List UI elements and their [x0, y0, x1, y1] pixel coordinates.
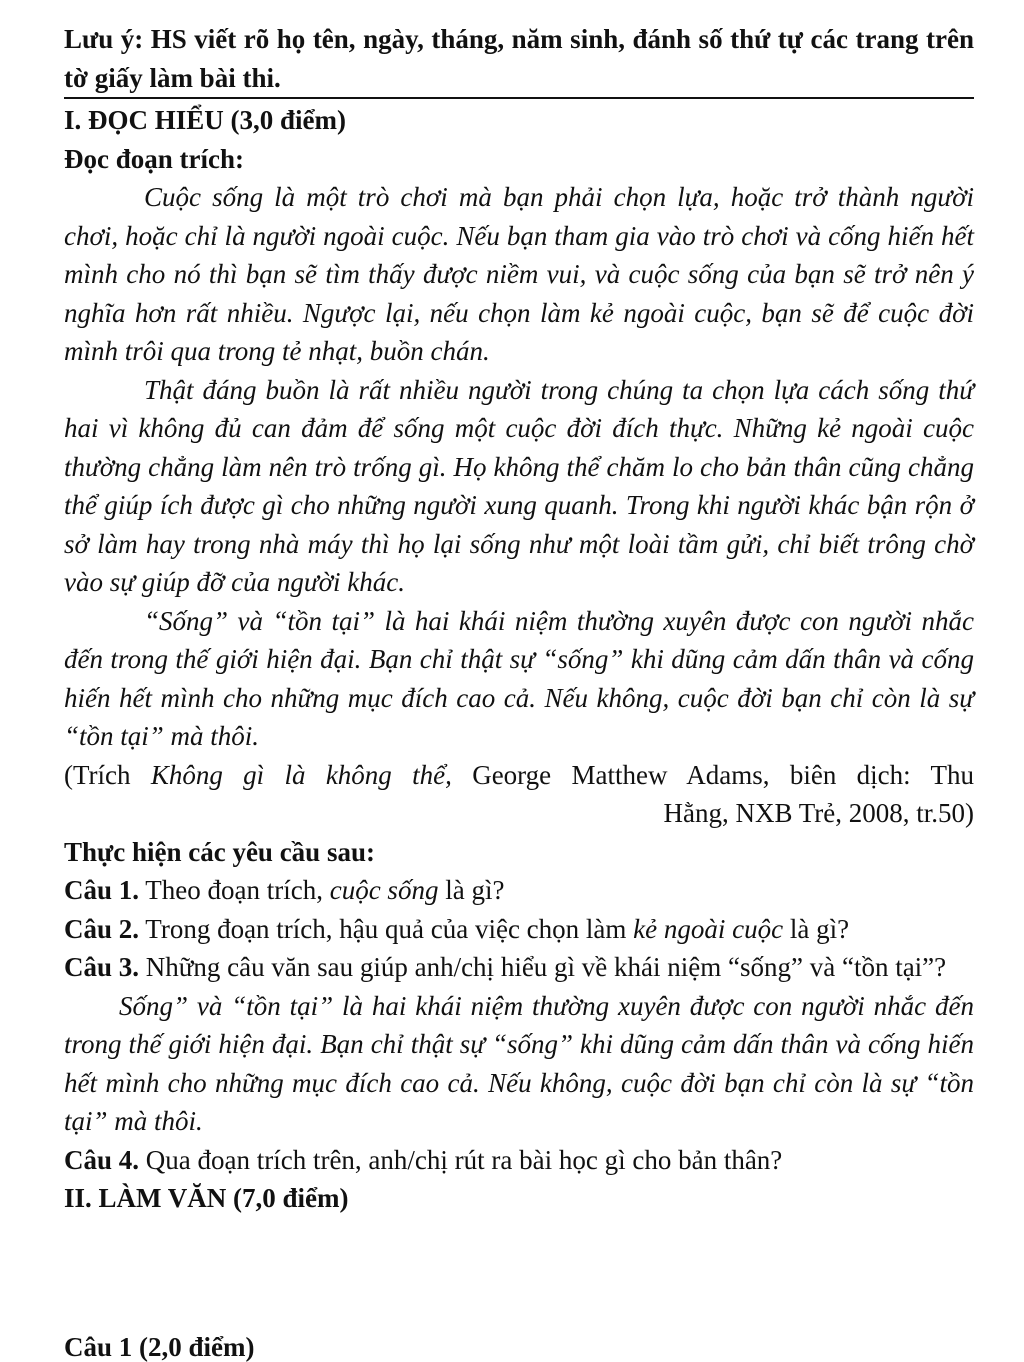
- passage-paragraph-3: “Sống” và “tồn tại” là hai khái niệm thường xuyên được con người nhắc đến trong thế giới hiện đại. Bạn chỉ thật sự “sống” khi dũng cảm dấn thân và cống hiến hết mình cho những mục đích cao cả. Nếu không, cuộc đời bạn chỉ còn là sự “tồn tại” mà thôi.: [64, 605, 974, 751]
- question-2-text-b: là gì?: [783, 913, 850, 944]
- question-1-label: Câu 1.: [64, 875, 140, 905]
- question-1-text-a: Theo đoạn trích,: [139, 875, 330, 905]
- source-line-2: Hằng, NXB Trẻ, 2008, tr.50): [663, 798, 974, 828]
- question-1-em: cuộc sống: [329, 875, 439, 905]
- section-reading-title: I. ĐỌC HIỂU (3,0 điểm): [64, 105, 346, 135]
- passage-paragraph-2: Thật đáng buồn là rất nhiều người trong chúng ta chọn lựa cách sống thứ hai vì không đủ can đảm để sống một cuộc đời đích thực. Những kẻ ngoài cuộc thường chẳng làm nên trò trống gì. Họ không thể chăm lo cho bản thân cũng chẳng thể giúp ích được gì cho những người xung quanh. Trong khi người khác bận rộn ở sở làm hay trong nhà máy thì họ lại sống như một loài tầm gửi, chỉ biết trông chờ vào sự giúp đỡ của người khác.: [64, 374, 974, 597]
- question-2: [64, 910, 974, 949]
- source-prefix: (Trích: [64, 759, 151, 790]
- question-1: [64, 871, 974, 910]
- exam-page: [64, 20, 974, 1218]
- source-book-title: Không gì là không thể,: [150, 759, 452, 790]
- section-writing-title: II. LÀM VĂN (7,0 điểm): [64, 1183, 349, 1213]
- question-3-quote: Sống” và “tồn tại” là hai khái niệm thường xuyên được con người nhắc đến trong thế giới hiện đại. Bạn chỉ thật sự “sống” khi dũng cảm dấn thân và cống hiến hết mình cho những mục đích cao cả. Nếu không, cuộc đời bạn chỉ còn là sự “tồn tại” mà thôi.: [64, 990, 974, 1136]
- passage-paragraph-1: Cuộc sống là một trò chơi mà bạn phải chọn lựa, hoặc trở thành người chơi, hoặc chỉ là người ngoài cuộc. Nếu bạn tham gia vào trò chơi và cống hiến hết mình cho nó thì bạn sẽ tìm thấy được niềm vui, và cuộc sống của bạn sẽ trở nên ý nghĩa hơn rất nhiều. Ngược lại, nếu chọn làm kẻ ngoài cuộc, bạn sẽ để cuộc đời mình trôi qua trong tẻ nhạt, buồn chán.: [64, 182, 974, 366]
- question-3: [64, 948, 974, 987]
- source-line-1: [64, 756, 974, 795]
- question-4-text: Qua đoạn trích trên, anh/chị rút ra bài học gì cho bản thân?: [139, 1144, 783, 1175]
- question-4-label: Câu 4.: [64, 1144, 140, 1175]
- question-2-label: Câu 2.: [64, 913, 140, 944]
- passage-source: [64, 756, 974, 833]
- question-2-em: kẻ ngoài cuộc: [633, 913, 784, 944]
- source-author-translator: George Matthew Adams, biên dịch: Thu: [451, 759, 974, 790]
- question-4: [64, 1141, 974, 1180]
- read-excerpt-label: Đọc đoạn trích:: [64, 143, 244, 174]
- exam-note: Lưu ý: HS viết rõ họ tên, ngày, tháng, năm sinh, đánh số thứ tự các trang trên tờ giấy làm bài thi.: [64, 20, 974, 99]
- question-1-text-b: là gì?: [438, 875, 505, 905]
- cut-off-next-line: Câu 1 (2,0 điểm): [64, 1332, 255, 1362]
- tasks-label: Thực hiện các yêu cầu sau:: [64, 836, 375, 867]
- question-3-label: Câu 3.: [64, 952, 140, 982]
- question-3-text: Những câu văn sau giúp anh/chị hiểu gì về khái niệm “sống” và “tồn tại”?: [139, 952, 947, 982]
- question-2-text-a: Trong đoạn trích, hậu quả của việc chọn làm: [139, 913, 634, 944]
